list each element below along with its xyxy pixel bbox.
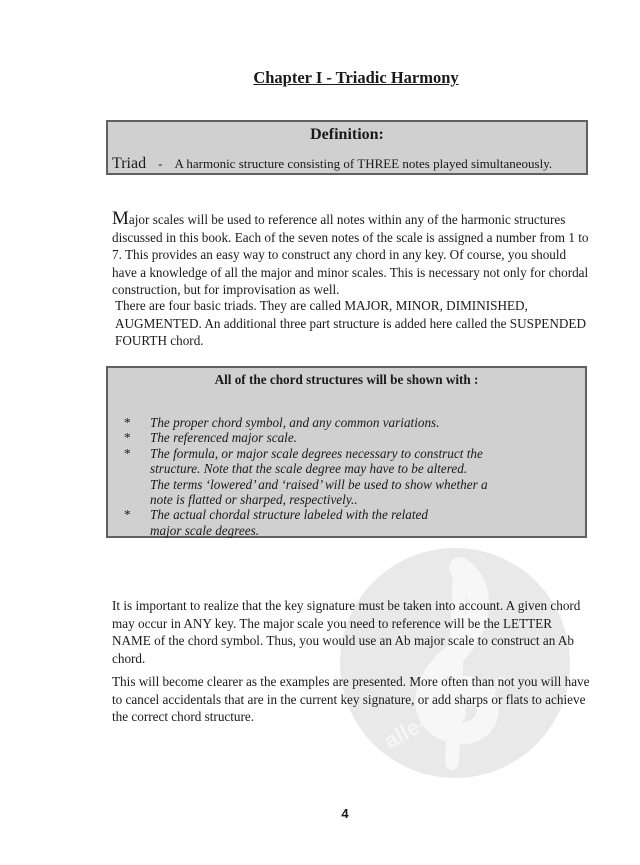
list-item-text: The referenced major scale. — [150, 430, 297, 446]
definition-line — [112, 155, 552, 173]
paragraph-examples: This will become clearer as the examples are presented. More often than not you will have to cancel accidentals that are in the current key signature, or add sharps or flats to achieve the correct chord structure. — [112, 674, 590, 725]
list-item-text: The proper chord symbol, and any common variations. — [150, 415, 440, 430]
definition-box — [106, 120, 588, 175]
chord-box-heading: All of the chord structures will be shown with : — [214, 372, 479, 387]
definition-term: Triad — [112, 155, 147, 172]
bullet-icon: * — [124, 430, 131, 446]
list-item — [124, 446, 490, 508]
list-item-text: The actual chordal structure labeled with the related major scale degrees. — [150, 507, 428, 538]
definition-heading: Definition: — [310, 126, 384, 143]
paragraph-major-scales — [112, 210, 592, 299]
bullet-icon: * — [124, 415, 131, 430]
chord-structures-box — [106, 366, 587, 538]
list-item — [124, 415, 490, 430]
watermark-text: alle-noten.de — [379, 667, 512, 754]
definition-text: A harmonic structure consisting of THREE notes played simultaneously. — [174, 156, 553, 171]
chord-structure-list — [124, 415, 490, 538]
bullet-icon: * — [124, 507, 131, 523]
paragraph-text: ajor scales will be used to reference all notes within any of the harmonic structures discussed in this book. Each of the seven notes of the scale is assigned a number from 1 to 7. This provides an easy way to construct any chord in any key. Of course, you should have a knowledge of all the major and minor scales. This is necessary not only for chordal construction, but for improvisation as well. — [112, 212, 589, 298]
list-item-text: The formula, or major scale degrees necessary to construct the structure. Note that the scale degree may have to be altered. The terms ‘lowered’ and ‘raised’ will be used to show whether a note is flatted or sharped, respectively.. — [150, 445, 488, 508]
list-item — [124, 507, 440, 538]
page-number: 4 — [341, 806, 349, 821]
definition-dash: - — [158, 156, 163, 171]
drop-cap: M — [112, 208, 129, 229]
list-item — [124, 430, 490, 445]
paragraph-key-signature: It is important to realize that the key signature must be taken into account. A given chord may occur in ANY key. The major scale you need to reference will be the LETTER NAME of the chord symbol. Thus, you would use an Ab major scale to construct an Ab chord. — [112, 598, 581, 666]
bullet-icon: * — [124, 445, 131, 461]
paragraph-basic-triads: There are four basic triads. They are called MAJOR, MINOR, DIMINISHED, AUGMENTED. An additional three part structure is added here called the SUSPENDED FOURTH chord. — [115, 298, 586, 349]
chapter-title: Chapter I - Triadic Harmony — [253, 68, 459, 87]
